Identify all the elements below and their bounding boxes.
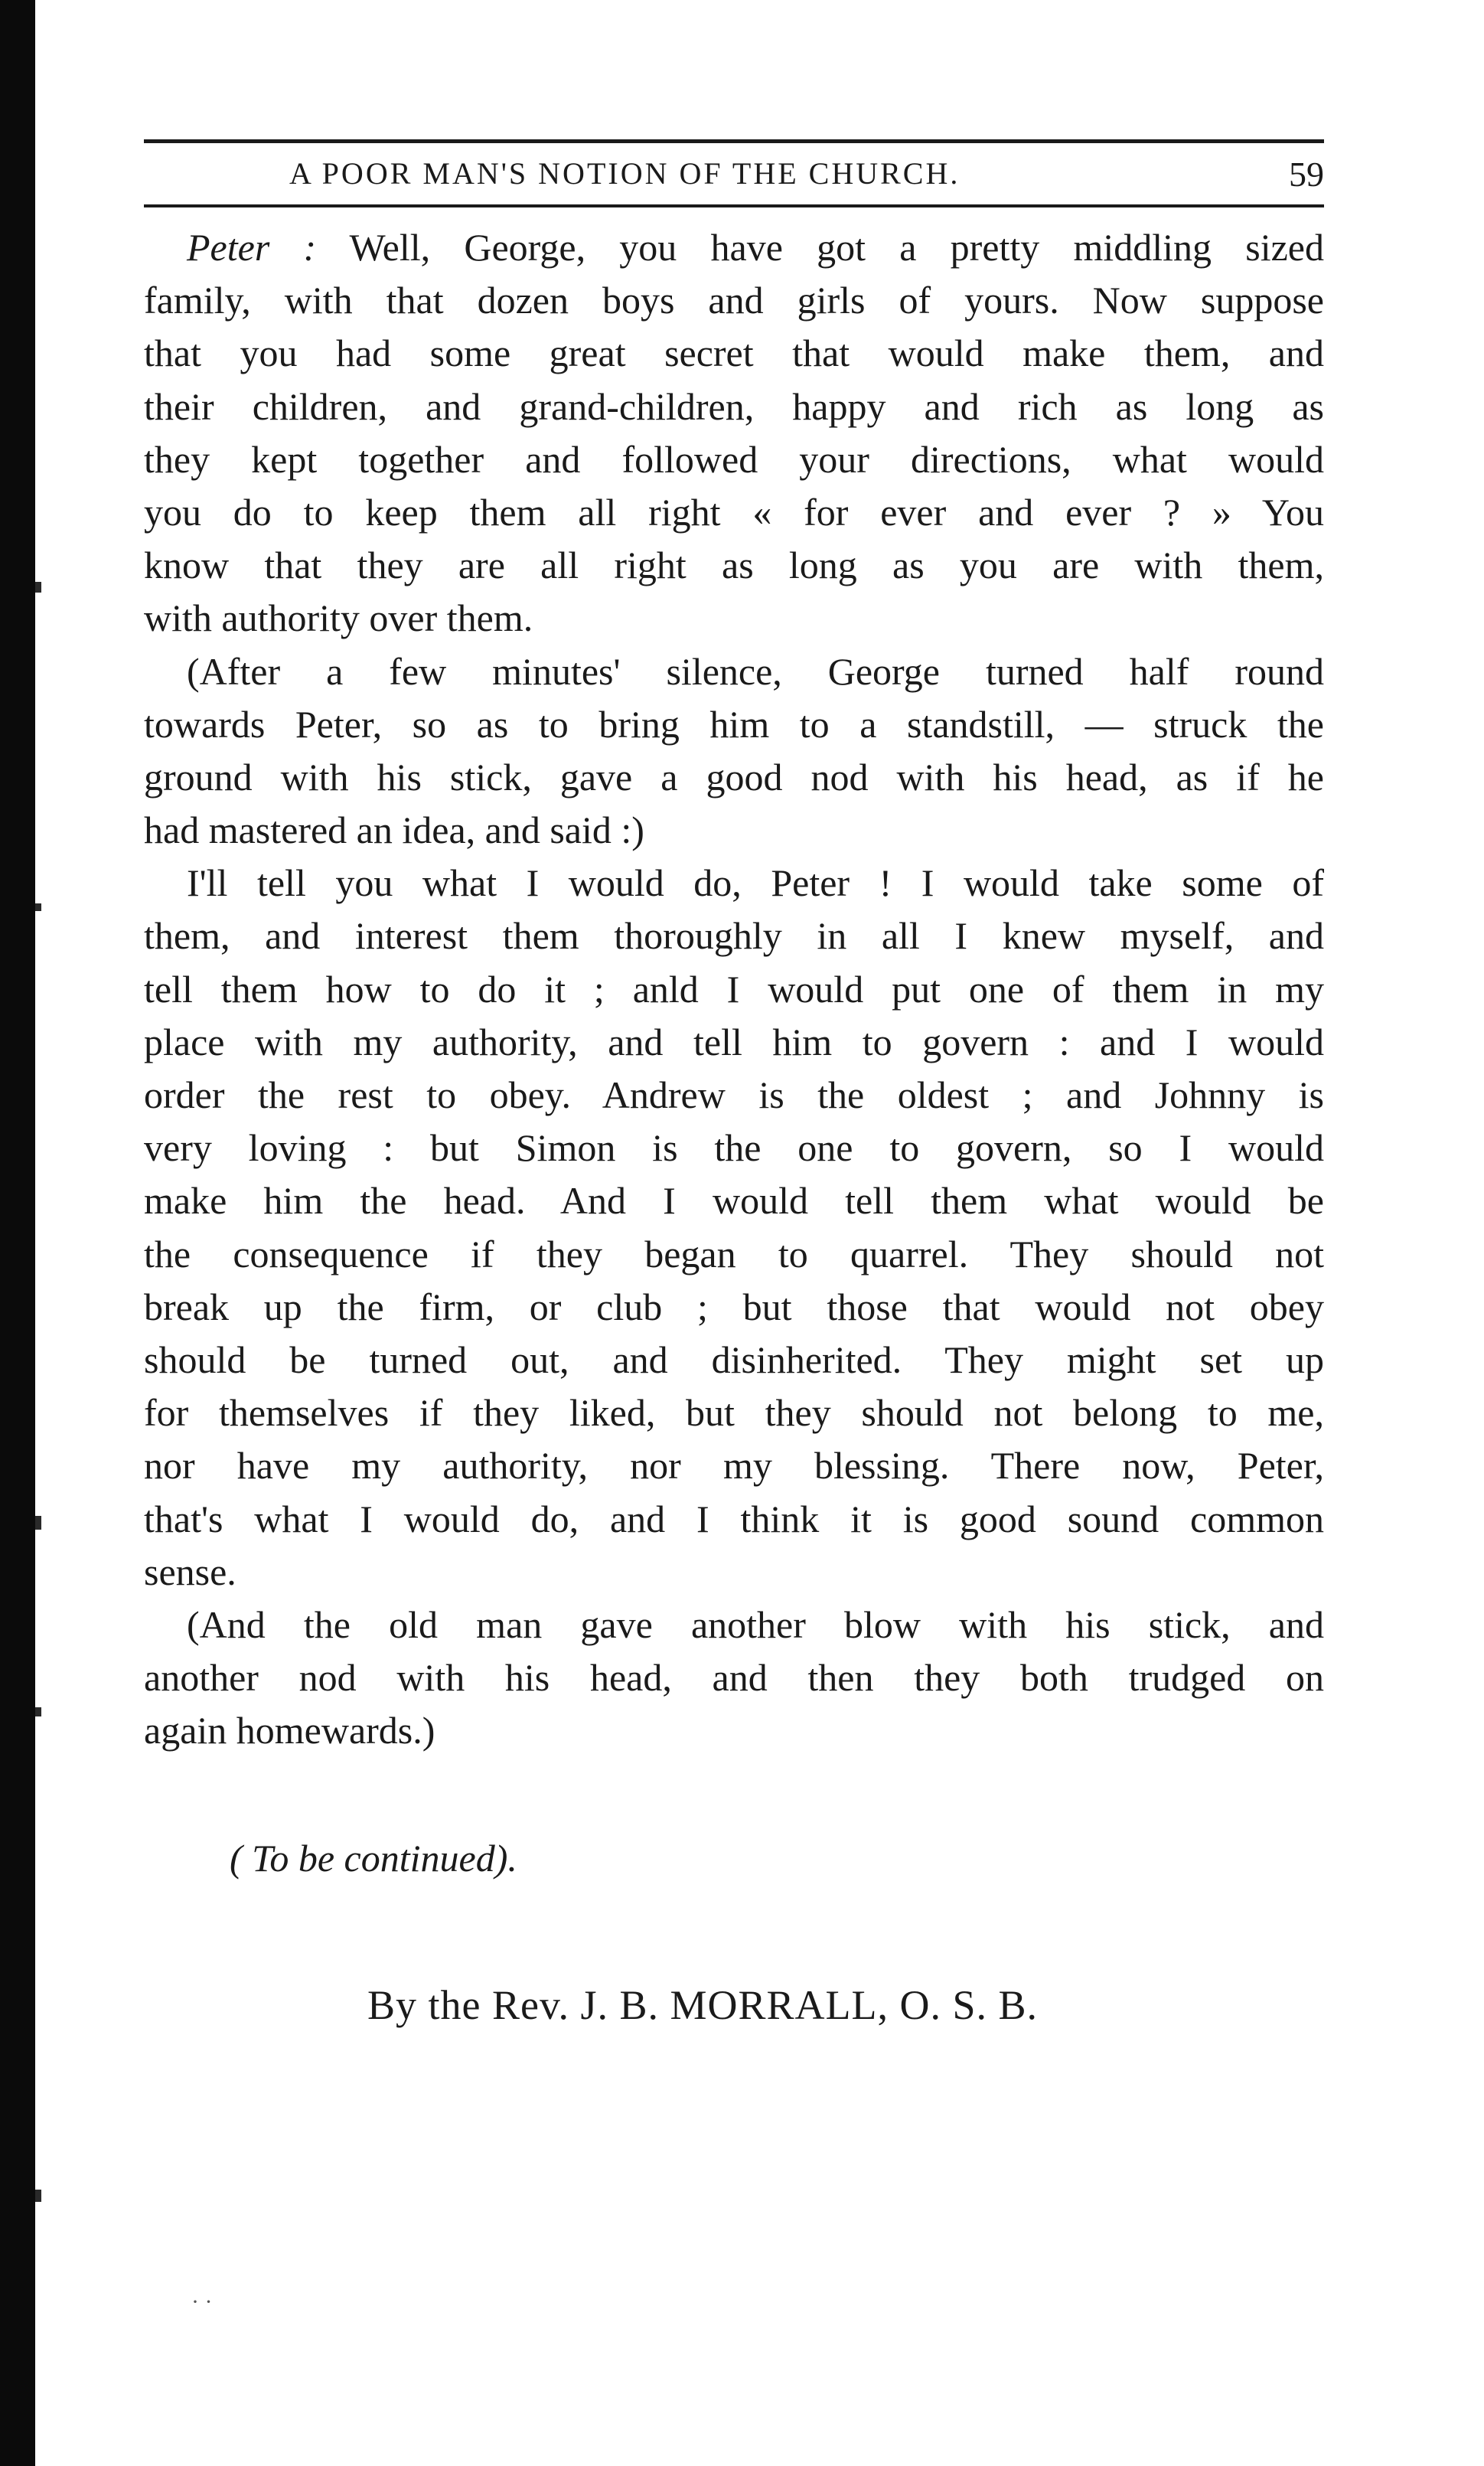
scan-binding-edge — [0, 0, 35, 2466]
text-line: family, with that dozen boys and girls of yours. Now suppose — [144, 279, 1324, 322]
text-line: had mastered an idea, and said :) — [144, 808, 644, 852]
text-line: again homewards.) — [144, 1709, 435, 1752]
text-line: another nod with his head, and then they both trudged on — [144, 1656, 1324, 1700]
text-line: nor have my authority, nor my blessing. There now, Peter, — [144, 1444, 1324, 1488]
text-line: make him the head. And I would tell them what would be — [144, 1179, 1324, 1223]
text-line: you do to keep them all right « for ever and ever ? » You — [144, 490, 1324, 534]
text-line: I'll tell you what I would do, Peter ! I would take some of — [187, 861, 1324, 905]
author-byline: By the Rev. J. B. MORRALL, O. S. B. — [367, 1982, 1039, 2028]
text-line: know that they are all right as long as you are with them, — [144, 544, 1324, 587]
text-line: towards Peter, so as to bring him to a standstill, — struck the — [144, 702, 1324, 746]
stray-marks: · · — [191, 2289, 213, 2314]
text-line: (After a few minutes' silence, George turned half round — [187, 649, 1324, 693]
text-line: sense. — [144, 1550, 236, 1593]
scan-edge-speck — [35, 903, 41, 911]
text-line: place with my authority, and tell him to govern : and I would — [144, 1020, 1324, 1063]
text-line: very loving : but Simon is the one to govern, so I would — [144, 1126, 1324, 1170]
page-number: 59 — [1289, 155, 1324, 194]
header-bottom-rule — [144, 204, 1324, 207]
scan-edge-speck — [35, 582, 41, 593]
scan-edge-speck — [35, 1516, 41, 1530]
text-line: their children, and grand-children, happy and rich as long as — [144, 384, 1324, 428]
text-line: Peter : Well, George, you have got a pretty middling sized — [187, 226, 1324, 269]
text-line: order the rest to obey. Andrew is the oldest ; and Johnny is — [144, 1073, 1324, 1116]
to-be-continued: ( To be continued). — [230, 1837, 517, 1880]
text-line: they kept together and followed your directions, what would — [144, 437, 1324, 481]
scan-edge-speck — [35, 2190, 41, 2202]
text-line: (And the old man gave another blow with his stick, and — [187, 1602, 1324, 1646]
text-line: them, and interest them thoroughly in all I knew myself, and — [144, 914, 1324, 958]
body-text — [144, 221, 1324, 1757]
text-line: that's what I would do, and I think it is good sound common — [144, 1497, 1324, 1540]
text-line: with authority over them. — [144, 596, 533, 640]
header-top-rule — [144, 139, 1324, 143]
running-title: A POOR MAN'S NOTION OF THE CHURCH. — [289, 156, 961, 191]
text-line: tell them how to do it ; anld I would put one of them in my — [144, 967, 1324, 1011]
text-line: for themselves if they liked, but they should not belong to me, — [144, 1391, 1324, 1435]
text-line: that you had some great secret that would make them, and — [144, 332, 1324, 375]
text-line: break up the firm, or club ; but those that would not obey — [144, 1285, 1324, 1328]
speaker-name: Peter : — [187, 226, 317, 269]
scan-edge-speck — [35, 1707, 41, 1716]
text-line: should be turned out, and disinherited. They might set up — [144, 1338, 1324, 1381]
text-line: the consequence if they began to quarrel. They should not — [144, 1232, 1324, 1275]
running-head — [144, 145, 1324, 204]
book-page — [144, 139, 1324, 1757]
text-line: ground with his stick, gave a good nod with his head, as if he — [144, 755, 1324, 799]
